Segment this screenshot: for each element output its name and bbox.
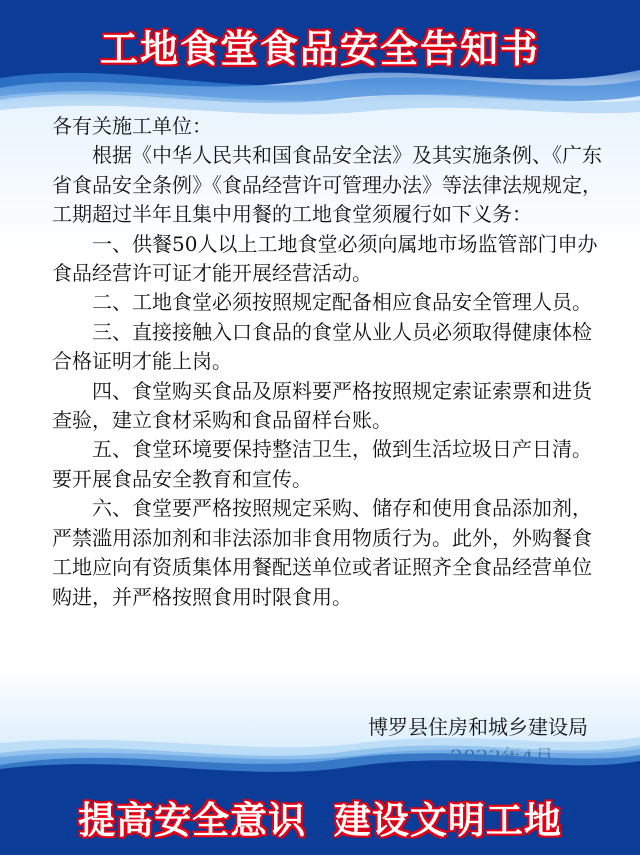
notice-item-5: 五、食堂环境要保持整洁卫生，做到生活垃圾日产日清。要开展食品安全教育和宣传。 — [52, 437, 592, 491]
notice-item-1: 一、供餐50人以上工地食堂必须向属地市场监管部门申办食品经营许可证才能开展经营活动。 — [52, 231, 598, 286]
notice-item-4: 四、食堂购买食品及原料要严格按照规定索证索票和进货查验，建立食材采购和食品留样台账。 — [52, 378, 592, 433]
notice-item-3: 三、直接接触入口食品的食堂从业人员必须取得健康体检合格证明才能上岗。 — [52, 319, 592, 374]
notice-item-2: 二、工地食堂必须按照规定配备相应食品安全管理人员。 — [92, 290, 592, 315]
notice-item-6: 六、食堂要严格按照规定采购、储存和使用食品添加剂，严禁滥用添加剂和非法添加非食用物质行为。此外，外购餐食工地应向有资质集体用餐配送单位或者证照齐全食品经营单位购进，并严格按照食用时限食用。 — [52, 496, 592, 609]
notice-intro: 根据《中华人民共和国食品安全法》及其实施条例、《广东省食品安全条例》《食品经营许可管理办法》等法律法规规定，工期超过半年且集中用餐的工地食堂须履行如下义务： — [52, 143, 602, 227]
notice-salutation: 各有关施工单位： — [52, 114, 212, 138]
issuing-organization: 博罗县住房和城乡建设局 — [368, 715, 588, 739]
footer-slogan: 提高安全意识 建设文明工地 — [78, 799, 562, 842]
notice-body — [52, 112, 602, 612]
notice-title: 工地食堂食品安全告知书 — [99, 27, 540, 71]
